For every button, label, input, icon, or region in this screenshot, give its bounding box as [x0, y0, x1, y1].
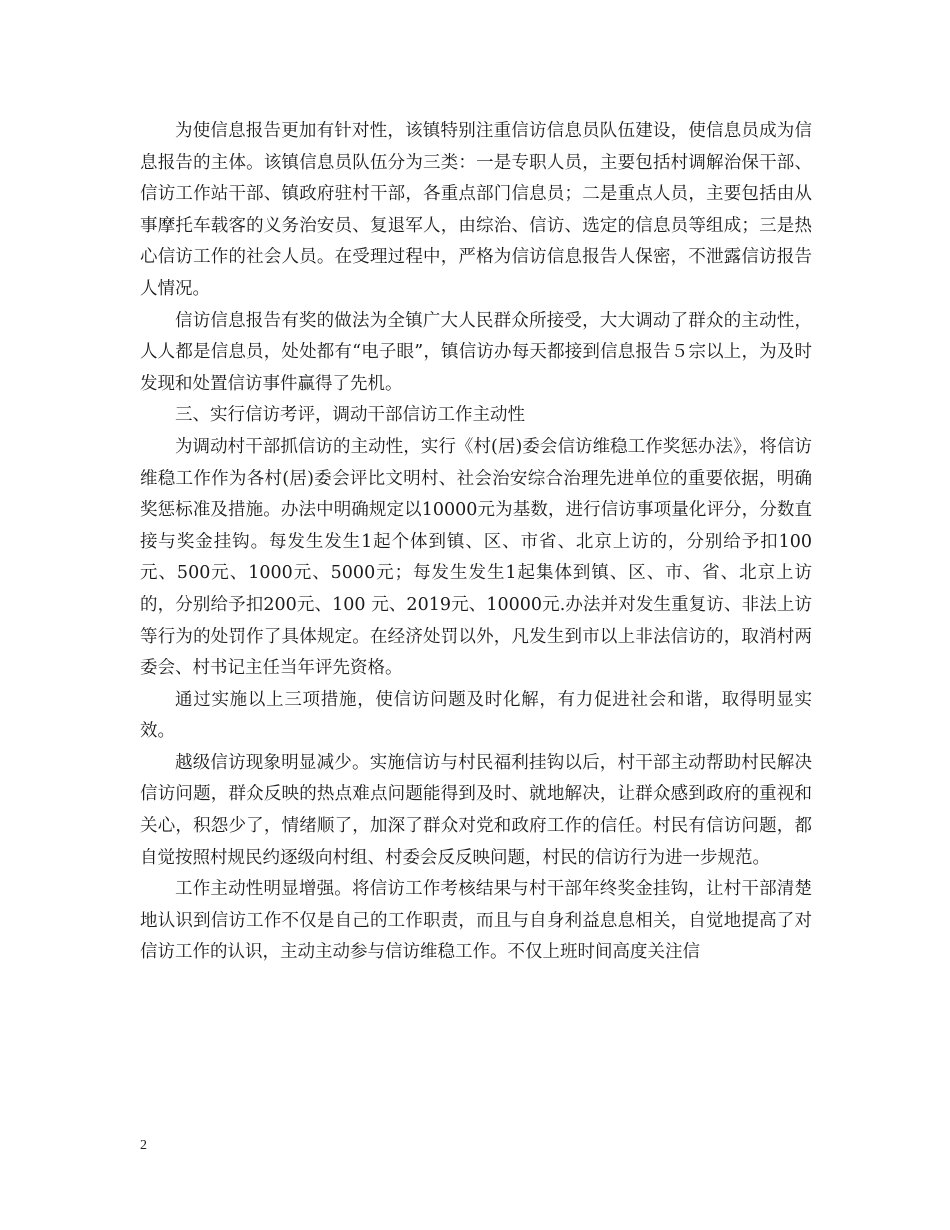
section-heading-three: 三、实行信访考评，调动干部信访工作主动性: [175, 405, 525, 426]
paragraph-info-staff: 为使信息报告更加有针对性，该镇特别注重信访信息员队伍建设，使信息员成为信息报告的主体。该镇信息员队伍分为三类：一是专职人员，主要包括村调解治保干部、信访工作站干部、镇政府驻村干部，各重点部门信息员；二是重点人员，主要包括由从事摩托车载客的义务治安员、复退军人，由综治、信访、选定的信息员等组成；三是热心信访工作的社会人员。在受理过程中，严格为信访信息报告人保密，不泄露信访报告人情况。: [140, 121, 812, 299]
page-number: 2: [140, 1138, 147, 1153]
paragraph-initiative-increase: 工作主动性明显增强。将信访工作考核结果与村干部年终奖金挂钩，让村干部清楚地认识到信访工作不仅是自己的工作职责，而且与自身利益息息相关，自觉地提高了对信访工作的认识，主动主动参与信访维稳工作。不仅上班时间高度关注信: [140, 879, 812, 963]
paragraph-assessment-rules: 为调动村干部抓信访的主动性，实行《村(居)委会信访维稳工作奖惩办法》，将信访维稳工作作为各村(居)委会评比文明村、社会治安综合治理先进单位的重要依据，明确奖惩标准及措施。办法中明确规定以10000元为基数，进行信访事项量化评分，分数直接与奖金挂钩。每发生发生1起个体到镇、区、市省、北京上访的，分别给予扣100元、500元、1000元、5000元；每发生发生1起集体到镇、区、市、省、北京上访的，分别给予扣200元、100 元、2019元、10000元.办法并对发生重复访、非法上访等行为的处罚作了具体规定。在经济处罚以外，凡发生到市以上非法信访的，取消村两委会、村书记主任当年评先资格。: [140, 436, 812, 679]
paragraph-reward-effect: 信访信息报告有奖的做法为全镇广大人民群众所接受，大大调动了群众的主动性，人人都是信息员，处处都有“电子眼”，镇信访办每天都接到信息报告５宗以上，为及时发现和处置信访事件赢得了先机。: [140, 310, 812, 394]
paragraph-fewer-petitions: 越级信访现象明显减少。实施信访与村民福利挂钩以后，村干部主动帮助村民解决信访问题，群众反映的热点难点问题能得到及时、就地解决，让群众感到政府的重视和关心，积怨少了，情绪顺了，加深了群众对党和政府工作的信任。村民有信访问题，都自觉按照村规民约逐级向村组、村委会反反映问题，村民的信访行为进一步规范。: [140, 752, 812, 868]
paragraph-results-summary: 通过实施以上三项措施，使信访问题及时化解，有力促进社会和谐，取得明显实效。: [140, 689, 812, 742]
document-body: [140, 116, 812, 969]
